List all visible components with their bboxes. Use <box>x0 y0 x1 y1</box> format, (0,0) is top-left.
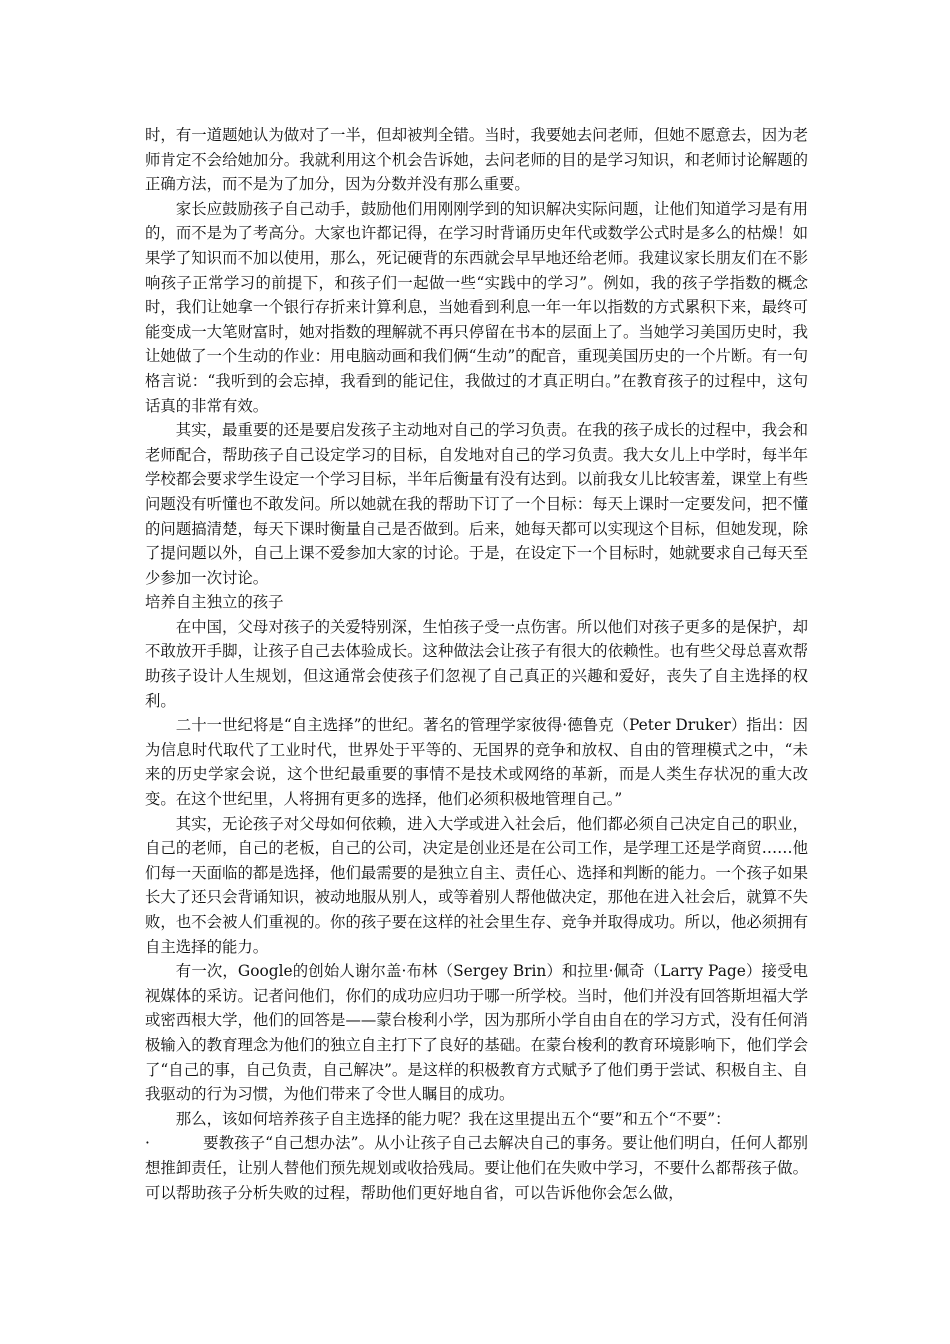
bullet-marker: · <box>145 1134 150 1153</box>
paragraph-five-dos-donts: 那么，该如何培养孩子自主选择的能力呢？我在这里提出五个“要”和五个“不要”： <box>175 1109 731 1128</box>
paragraph-practical-learning: 家长应鼓励孩子自己动手，鼓励他们用刚刚学到的知识解决实际问题，让他们知道学习是有用的，而不是为了考高分。大家也许都记得，在学习时背诵历史年代或数学公式时是多么的枯燥！如果学了知识而不加以使用，那么，死记硬背的东西就会早早地还给老师。我建议家长朋友们在不影响孩子正常学习的前提下，和孩子们一起做一些“实践中的学习”。例如，我的孩子学指数的概念时，我们让她拿一个银行存折来计算利息，当她看到利息一年一年以指数的方式累积下来，最终可能变成一大笔财富时，她对指数的理解就不再只停留在书本的层面上了。当她学习美国历史时，我让她做了一个生动的作业：用电脑动画和我们俩“生动”的配音，重现美国历史的一个片断。有一句格言说：“我听到的会忘掉，我看到的能记住，我做过的才真正明白。”在教育孩子的过程中，这句话真的非常有效。 <box>145 199 808 415</box>
paragraph-choices: 其实，无论孩子对父母如何依赖，进入大学或进入社会后，他们都必须自己决定自己的职业，自己的老师，自己的老板，自己的公司，决定是创业还是在公司工作，是学理工还是学商贸……他们每一天面临的都是选择，他们最需要的是独立自主、责任心、选择和判断的能力。一个孩子如果长大了还只会背诵知识，被动地服从别人，或等着别人帮他做决定，那他在进入社会后，就算不失败，也不会被人们重视的。你的孩子要在这样的社会里生存、竞争并取得成功。所以，他必须拥有自主选择的能力。 <box>145 814 808 956</box>
paragraph-self-responsibility: 其实，最重要的还是要启发孩子主动地对自己的学习负责。在我的孩子成长的过程中，我会和老师配合，帮助孩子自己设定学习的目标，自发地对自己的学习负责。我大女儿上中学时，每半年学校都会要求学生设定一个学习目标，半年后衡量有没有达到。以前我女儿比较害羞，课堂上有些问题没有听懂也不敢发问。所以她就在我的帮助下订了一个目标：每天上课时一定要发问，把不懂的问题搞清楚，每天下课时衡量自己是否做到。后来，她每天都可以实现这个目标，但她发现，除了提问题以外，自己上课不爱参加大家的讨论。于是，在设定下一个目标时，她就要求自己每天至少参加一次讨论。 <box>145 421 808 587</box>
paragraph-google-founders: 有一次，Google的创始人谢尔盖·布林（Sergey Brin）和拉里·佩奇（Larry Page）接受电视媒体的采访。记者问他们，你们的成功应归功于哪一所学校。当时，他们并没有回答斯坦福大学或密西根大学，他们的回答是——蒙台梭利小学，因为那所小学自由自在的学习方式，没有任何消极输入的教育理念为他们的独立自主打下了良好的基础。在蒙台梭利的教育环境影响下，他们学会了“自己的事，自己负责，自己解决”。是这样的积极教育方式赋予了他们勇于尝试、积极自主、自我驱动的行为习惯，为他们带来了令世人瞩目的成功。 <box>145 962 808 1104</box>
paragraph-china-parents: 在中国，父母对孩子的关爱特别深，生怕孩子受一点伤害。所以他们对孩子更多的是保护，却不敢放开手脚，让孩子自己去体验成长。这种做法会让孩子有很大的依赖性。也有些父母总喜欢帮助孩子设计人生规划，但这通常会使孩子们忽视了自己真正的兴趣和爱好，丧失了自主选择的权利。 <box>145 617 808 710</box>
section-heading: 培养自主独立的孩子 <box>145 593 284 612</box>
bullet-item <box>145 1131 808 1205</box>
bullet-text: 要教孩子“自己想办法”。从小让孩子自己去解决自己的事务。要让他们明白，任何人都别想推卸责任，让别人替他们预先规划或收拾残局。要让他们在失败中学习，不要什么都帮孩子做。可以帮助孩子分析失败的过程，帮助他们更好地自省，可以告诉他你会怎么做， <box>145 1134 808 1202</box>
document-page <box>145 123 808 1205</box>
paragraph-continued: 时，有一道题她认为做对了一半，但却被判全错。当时，我要她去问老师，但她不愿意去，因为老师肯定不会给她加分。我就利用这个机会告诉她，去问老师的目的是学习知识，和老师讨论解题的正确方法，而不是为了加分，因为分数并没有那么重要。 <box>145 126 808 194</box>
paragraph-21st-century: 二十一世纪将是“自主选择”的世纪。著名的管理学家彼得·德鲁克（Peter Druker）指出：因为信息时代取代了工业时代，世界处于平等的、无国界的竞争和放权、自由的管理模式之中，“未来的历史学家会说，这个世纪最重要的事情不是技术或网络的革新，而是人类生存状况的重大改变。在这个世纪里，人将拥有更多的选择，他们必须积极地管理自己。” <box>145 716 808 809</box>
